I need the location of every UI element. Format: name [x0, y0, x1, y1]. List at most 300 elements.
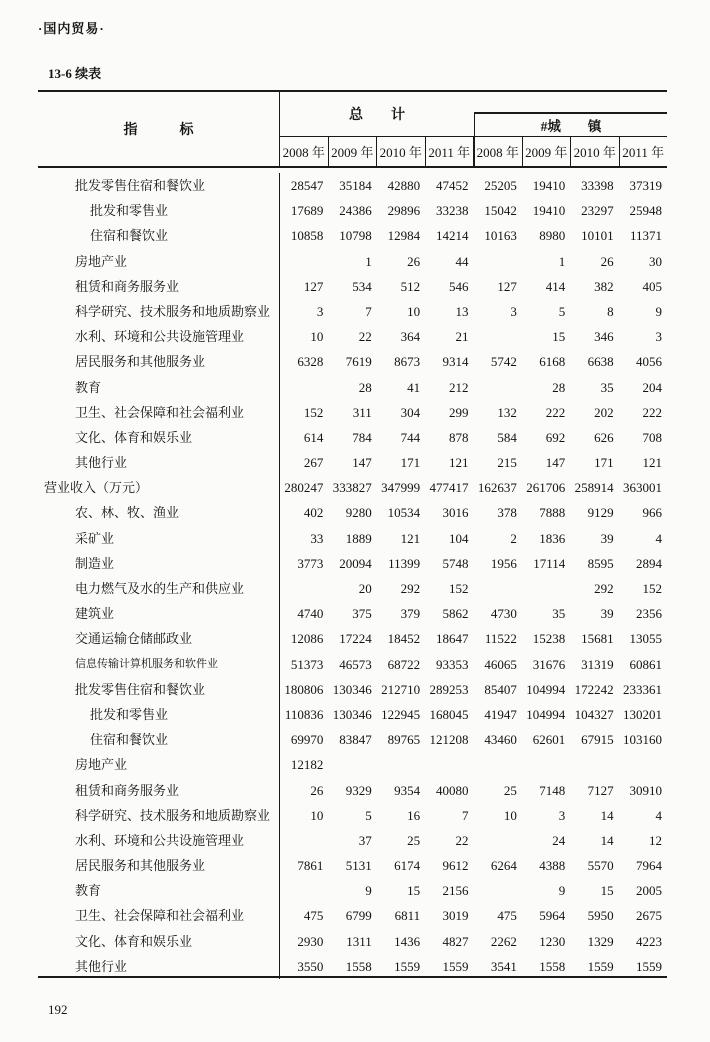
value-cell: 9	[655, 303, 662, 319]
value-cell: 26	[407, 253, 421, 269]
row-label: 批发和零售业	[38, 702, 280, 727]
value-cell: 1436	[394, 933, 421, 949]
value-cell: 172242	[574, 681, 614, 697]
value-cell: 3	[316, 303, 324, 319]
value-cell: 2005	[636, 883, 662, 899]
row-label: 租赁和商务服务业	[38, 778, 280, 803]
value-cell: 4827	[442, 933, 469, 949]
value-cell: 7	[462, 807, 469, 823]
value-cell: 104327	[574, 706, 614, 722]
value-cell: 22	[455, 832, 469, 848]
table-caption: 13-6 续表	[48, 66, 102, 81]
value-cell: 9612	[442, 858, 469, 874]
value-cell: 127	[497, 278, 517, 294]
value-cell: 13055	[629, 631, 662, 647]
value-cell: 4	[655, 807, 662, 823]
row-label: 房地产业	[38, 752, 280, 777]
value-cell: 31319	[581, 656, 614, 672]
value-cell: 20094	[339, 555, 372, 571]
urban-group-header: #城 镇	[474, 112, 667, 136]
value-cell: 584	[497, 429, 517, 445]
row-label: 农、林、牧、渔业	[38, 500, 280, 525]
value-cell: 512	[400, 278, 421, 294]
value-cell: 9	[558, 883, 566, 899]
value-cell: 18647	[436, 631, 469, 647]
value-cell: 6328	[297, 354, 324, 370]
value-cell: 744	[400, 429, 421, 445]
value-cell: 6264	[490, 858, 517, 874]
table-row	[38, 349, 667, 374]
value-cell: 3773	[297, 555, 324, 571]
value-cell: 212710	[381, 681, 421, 697]
value-cell: 10	[310, 807, 324, 823]
value-cell: 47452	[436, 178, 469, 193]
table-row	[38, 274, 667, 299]
row-label: 水利、环境和公共设施管理业	[38, 324, 280, 349]
table-row	[38, 324, 667, 349]
value-cell: 8673	[394, 354, 421, 370]
value-cell: 25948	[629, 203, 662, 219]
value-cell	[522, 752, 570, 777]
row-label: 文化、体育和娱乐业	[38, 425, 280, 450]
year-header-cell: 2010 年	[377, 137, 426, 166]
value-cell: 7964	[636, 858, 662, 874]
value-cell: 4	[655, 530, 662, 546]
value-cell: 42880	[387, 178, 421, 193]
value-cell: 4730	[490, 606, 517, 622]
value-cell	[570, 752, 618, 777]
row-label: 信息传输计算机服务和软件业	[38, 652, 280, 677]
value-cell: 19410	[532, 178, 566, 193]
table-row	[38, 626, 667, 651]
data-table	[38, 90, 667, 978]
row-label: 其他行业	[38, 450, 280, 475]
row-label: 卫生、社会保障和社会福利业	[38, 903, 280, 928]
table-row	[38, 828, 667, 853]
value-cell: 24386	[339, 203, 372, 219]
value-cell: 267	[303, 455, 324, 471]
year-header-cell: 2011 年	[622, 145, 665, 160]
value-cell: 171	[594, 455, 614, 471]
value-cell: 3016	[442, 505, 469, 521]
value-cell: 626	[594, 429, 614, 445]
value-cell: 3	[558, 807, 566, 823]
value-cell	[474, 249, 522, 274]
table-row	[38, 652, 667, 677]
value-cell: 85407	[484, 681, 517, 697]
value-cell: 103160	[623, 732, 662, 748]
value-cell: 4740	[297, 606, 324, 622]
value-cell: 7861	[297, 858, 324, 874]
value-cell: 9314	[442, 354, 469, 370]
row-label: 水利、环境和公共设施管理业	[38, 828, 280, 853]
value-cell: 1	[558, 253, 566, 269]
value-cell	[377, 752, 425, 777]
value-cell: 130201	[623, 706, 662, 722]
value-cell: 5131	[345, 858, 372, 874]
value-cell: 2675	[636, 908, 662, 924]
value-cell: 5742	[490, 354, 517, 370]
value-cell: 3541	[490, 958, 517, 974]
value-cell: 2356	[636, 606, 662, 622]
value-cell: 37319	[629, 178, 662, 193]
section-header: ·国内贸易·	[38, 21, 105, 36]
value-cell: 6168	[539, 354, 566, 370]
value-cell: 41947	[484, 706, 517, 722]
value-cell: 15	[407, 883, 421, 899]
table-row	[38, 223, 667, 248]
table-row	[38, 727, 667, 752]
value-cell: 152	[449, 581, 469, 596]
value-cell: 475	[497, 908, 517, 924]
value-cell: 1956	[490, 555, 517, 571]
value-cell: 171	[400, 455, 421, 471]
table-row	[38, 500, 667, 525]
value-cell: 379	[400, 606, 421, 622]
value-cell: 614	[303, 429, 324, 445]
value-cell: 23297	[581, 203, 614, 219]
value-cell: 121	[400, 530, 421, 546]
value-cell: 41	[407, 379, 421, 395]
table-row	[38, 853, 667, 878]
value-cell: 11399	[388, 555, 421, 571]
value-cell: 46573	[339, 656, 372, 672]
table-row	[38, 601, 667, 626]
value-cell: 121	[642, 455, 662, 471]
value-cell: 180806	[284, 681, 324, 697]
value-cell: 289253	[429, 681, 469, 697]
table-row	[38, 198, 667, 223]
row-label: 交通运输仓储邮政业	[38, 626, 280, 651]
value-cell: 378	[497, 505, 517, 521]
year-header-cell: 2009 年	[329, 137, 378, 166]
value-cell: 17114	[533, 555, 566, 571]
value-cell: 375	[352, 606, 372, 622]
value-cell: 292	[594, 581, 614, 596]
value-cell: 67915	[581, 732, 614, 748]
value-cell: 15	[552, 329, 566, 345]
value-cell: 202	[594, 404, 614, 420]
value-cell: 18452	[387, 631, 421, 647]
table-row	[38, 551, 667, 576]
value-cell: 28547	[290, 178, 324, 193]
value-cell: 9329	[345, 782, 372, 798]
value-cell: 93353	[436, 656, 469, 672]
table-row	[38, 677, 667, 702]
value-cell: 363001	[623, 480, 662, 496]
value-cell: 6799	[345, 908, 372, 924]
year-header-row	[280, 137, 667, 166]
value-cell: 24	[552, 832, 566, 848]
value-cell: 546	[449, 278, 469, 294]
value-cell: 11522	[484, 631, 517, 647]
value-cell: 1559	[636, 958, 662, 974]
value-cell: 5570	[587, 858, 614, 874]
value-cell	[280, 576, 328, 601]
value-cell: 1230	[539, 933, 566, 949]
value-cell: 62601	[532, 732, 566, 748]
value-cell	[474, 576, 522, 601]
table-row	[38, 778, 667, 803]
value-cell: 10	[503, 807, 517, 823]
value-cell	[474, 324, 522, 349]
row-label: 批发和零售业	[38, 198, 280, 223]
value-cell: 414	[545, 278, 566, 294]
value-cell	[280, 375, 328, 400]
value-cell: 46065	[484, 656, 517, 672]
value-cell: 6638	[587, 354, 614, 370]
value-cell: 104994	[526, 706, 566, 722]
value-cell: 8980	[539, 228, 566, 244]
row-label: 营业收入（万元）	[38, 475, 280, 500]
value-cell: 25205	[484, 178, 517, 193]
value-cell: 10798	[339, 228, 372, 244]
value-cell: 40080	[436, 782, 469, 798]
value-cell: 1558	[345, 958, 372, 974]
value-cell: 10	[310, 329, 324, 345]
value-cell: 37	[358, 832, 372, 848]
value-cell: 17689	[290, 203, 324, 219]
value-cell: 168045	[429, 706, 469, 722]
value-cell: 3550	[297, 958, 324, 974]
value-cell: 9129	[587, 505, 614, 521]
value-cell: 222	[642, 404, 662, 420]
value-cell: 215	[497, 455, 517, 471]
row-label: 科学研究、技术服务和地质勘察业	[38, 299, 280, 324]
value-cell: 5	[365, 807, 372, 823]
value-cell: 89765	[387, 732, 421, 748]
year-header-cell: 2009 年	[523, 137, 572, 166]
value-cell: 152	[642, 581, 662, 596]
value-cell	[328, 752, 376, 777]
value-cell: 1559	[394, 958, 421, 974]
value-cell: 12	[649, 832, 662, 848]
value-cell: 26	[600, 253, 614, 269]
value-cell: 110836	[284, 706, 324, 722]
table-row	[38, 173, 667, 198]
value-cell: 1836	[539, 530, 566, 546]
value-cell	[474, 878, 522, 903]
value-cell: 311	[352, 404, 372, 420]
value-cell: 69970	[290, 732, 324, 748]
value-cell: 382	[594, 278, 614, 294]
table-row	[38, 752, 667, 777]
value-cell: 28	[552, 379, 566, 395]
value-cell: 1889	[345, 530, 372, 546]
value-cell: 364	[400, 329, 421, 345]
value-cell: 12182	[290, 757, 324, 773]
value-cell: 402	[303, 505, 324, 521]
value-cell	[474, 752, 522, 777]
table-row	[38, 299, 667, 324]
value-cell: 162637	[477, 480, 517, 496]
value-cell: 1329	[587, 933, 614, 949]
table-row	[38, 526, 667, 551]
row-label: 住宿和餐饮业	[38, 223, 280, 248]
value-cell: 51373	[290, 656, 324, 672]
row-label: 其他行业	[38, 954, 280, 979]
value-cell: 878	[449, 429, 469, 445]
value-cell: 10858	[290, 228, 324, 244]
value-cell: 15	[600, 883, 614, 899]
value-cell: 261706	[526, 480, 566, 496]
value-cell: 9	[365, 883, 372, 899]
value-cell: 15042	[484, 203, 517, 219]
table-header	[38, 92, 667, 168]
value-cell: 30	[649, 253, 662, 269]
value-cell: 35	[552, 606, 566, 622]
value-cell: 26	[310, 782, 324, 798]
value-cell: 222	[545, 404, 566, 420]
table-row	[38, 702, 667, 727]
value-cell: 1558	[539, 958, 566, 974]
row-label: 批发零售住宿和餐饮业	[38, 677, 280, 702]
value-cell: 43460	[484, 732, 517, 748]
value-cell: 20	[358, 581, 372, 596]
value-cell: 8595	[587, 555, 614, 571]
value-cell: 6174	[394, 858, 421, 874]
value-cell: 204	[642, 379, 662, 395]
value-cell: 60861	[629, 656, 662, 672]
value-cell: 534	[352, 278, 372, 294]
value-cell: 8	[607, 303, 614, 319]
value-cell: 104994	[526, 681, 566, 697]
table-row	[38, 903, 667, 928]
value-cell: 4056	[636, 354, 662, 370]
page-number: 192	[48, 1002, 68, 1017]
row-label: 租赁和商务服务业	[38, 274, 280, 299]
value-cell: 15238	[532, 631, 566, 647]
value-cell: 104	[449, 530, 469, 546]
value-cell: 10101	[581, 228, 614, 244]
row-label: 教育	[38, 878, 280, 903]
value-cell: 130346	[332, 681, 372, 697]
value-cell: 2	[510, 530, 517, 546]
value-cell	[474, 375, 522, 400]
year-header-cell: 2011 年	[426, 137, 475, 166]
value-cell: 7619	[345, 354, 372, 370]
total-group-header: 总 计	[349, 108, 405, 123]
value-cell: 21	[455, 329, 469, 345]
value-cell: 33238	[436, 203, 469, 219]
table-row	[38, 400, 667, 425]
value-cell: 31676	[532, 656, 566, 672]
value-cell: 152	[303, 404, 324, 420]
value-cell	[425, 752, 473, 777]
table-row	[38, 450, 667, 475]
row-label: 教育	[38, 375, 280, 400]
value-cell: 784	[352, 429, 372, 445]
value-cell: 4223	[636, 933, 662, 949]
value-cell: 7127	[587, 782, 614, 798]
value-cell: 10534	[387, 505, 421, 521]
value-cell: 7148	[539, 782, 566, 798]
value-cell: 708	[642, 429, 662, 445]
value-cell: 280247	[284, 480, 324, 496]
value-cell: 29896	[387, 203, 421, 219]
value-cell: 14	[600, 807, 614, 823]
row-label: 电力燃气及水的生产和供应业	[38, 576, 280, 601]
row-label: 制造业	[38, 551, 280, 576]
value-cell: 33	[310, 530, 324, 546]
table-row	[38, 954, 667, 979]
value-cell: 25	[503, 782, 517, 798]
table-row	[38, 878, 667, 903]
value-cell: 7888	[539, 505, 566, 521]
value-cell: 2894	[636, 555, 662, 571]
value-cell: 35184	[339, 178, 372, 193]
value-cell: 147	[545, 455, 566, 471]
value-cell: 5748	[442, 555, 469, 571]
value-cell: 5862	[442, 606, 469, 622]
value-cell: 9354	[394, 782, 421, 798]
year-header-cell: 2008 年	[280, 137, 329, 166]
value-cell: 14214	[436, 228, 469, 244]
value-cell: 1311	[346, 933, 372, 949]
table-row	[38, 375, 667, 400]
value-cell: 147	[352, 455, 372, 471]
value-cell: 3019	[442, 908, 469, 924]
value-cell: 10163	[484, 228, 517, 244]
value-cell: 127	[303, 278, 324, 294]
value-cell: 4388	[539, 858, 566, 874]
table-row	[38, 475, 667, 500]
row-label: 房地产业	[38, 249, 280, 274]
value-cell: 10	[407, 303, 421, 319]
value-cell	[280, 828, 328, 853]
value-cell: 3	[510, 303, 517, 319]
value-cell: 6811	[394, 908, 421, 924]
value-cell: 13	[455, 303, 469, 319]
indicator-header-cell: 指 标	[38, 92, 280, 166]
value-cell: 39	[600, 606, 614, 622]
value-cell: 212	[449, 379, 469, 395]
value-cell: 25	[407, 832, 421, 848]
table-body	[38, 168, 667, 979]
value-cell: 44	[455, 253, 469, 269]
value-cell	[619, 752, 667, 777]
value-cell: 17224	[339, 631, 372, 647]
value-cell: 2156	[442, 883, 469, 899]
value-cell: 3	[655, 329, 662, 345]
value-cell: 28	[358, 379, 372, 395]
value-cell	[522, 576, 570, 601]
row-label: 批发零售住宿和餐饮业	[38, 173, 280, 198]
value-cell: 39	[600, 530, 614, 546]
value-cell: 5950	[587, 908, 614, 924]
row-label: 采矿业	[38, 526, 280, 551]
value-cell: 12984	[387, 228, 421, 244]
value-cell: 405	[642, 278, 662, 294]
value-cell: 475	[303, 908, 324, 924]
value-cell: 130346	[332, 706, 372, 722]
value-cell: 9280	[345, 505, 372, 521]
value-cell: 347999	[381, 480, 421, 496]
value-cell: 83847	[339, 732, 372, 748]
value-cell: 258914	[574, 480, 614, 496]
value-cell: 22	[358, 329, 372, 345]
value-cell: 11371	[629, 228, 662, 244]
value-cell: 132	[497, 404, 517, 420]
value-cell: 966	[642, 505, 662, 521]
value-cell: 333827	[332, 480, 372, 496]
value-cell: 33398	[581, 178, 614, 193]
value-cell: 1559	[442, 958, 469, 974]
value-cell: 30910	[629, 782, 662, 798]
value-cell: 1559	[587, 958, 614, 974]
table-row	[38, 929, 667, 954]
value-cell	[280, 249, 328, 274]
